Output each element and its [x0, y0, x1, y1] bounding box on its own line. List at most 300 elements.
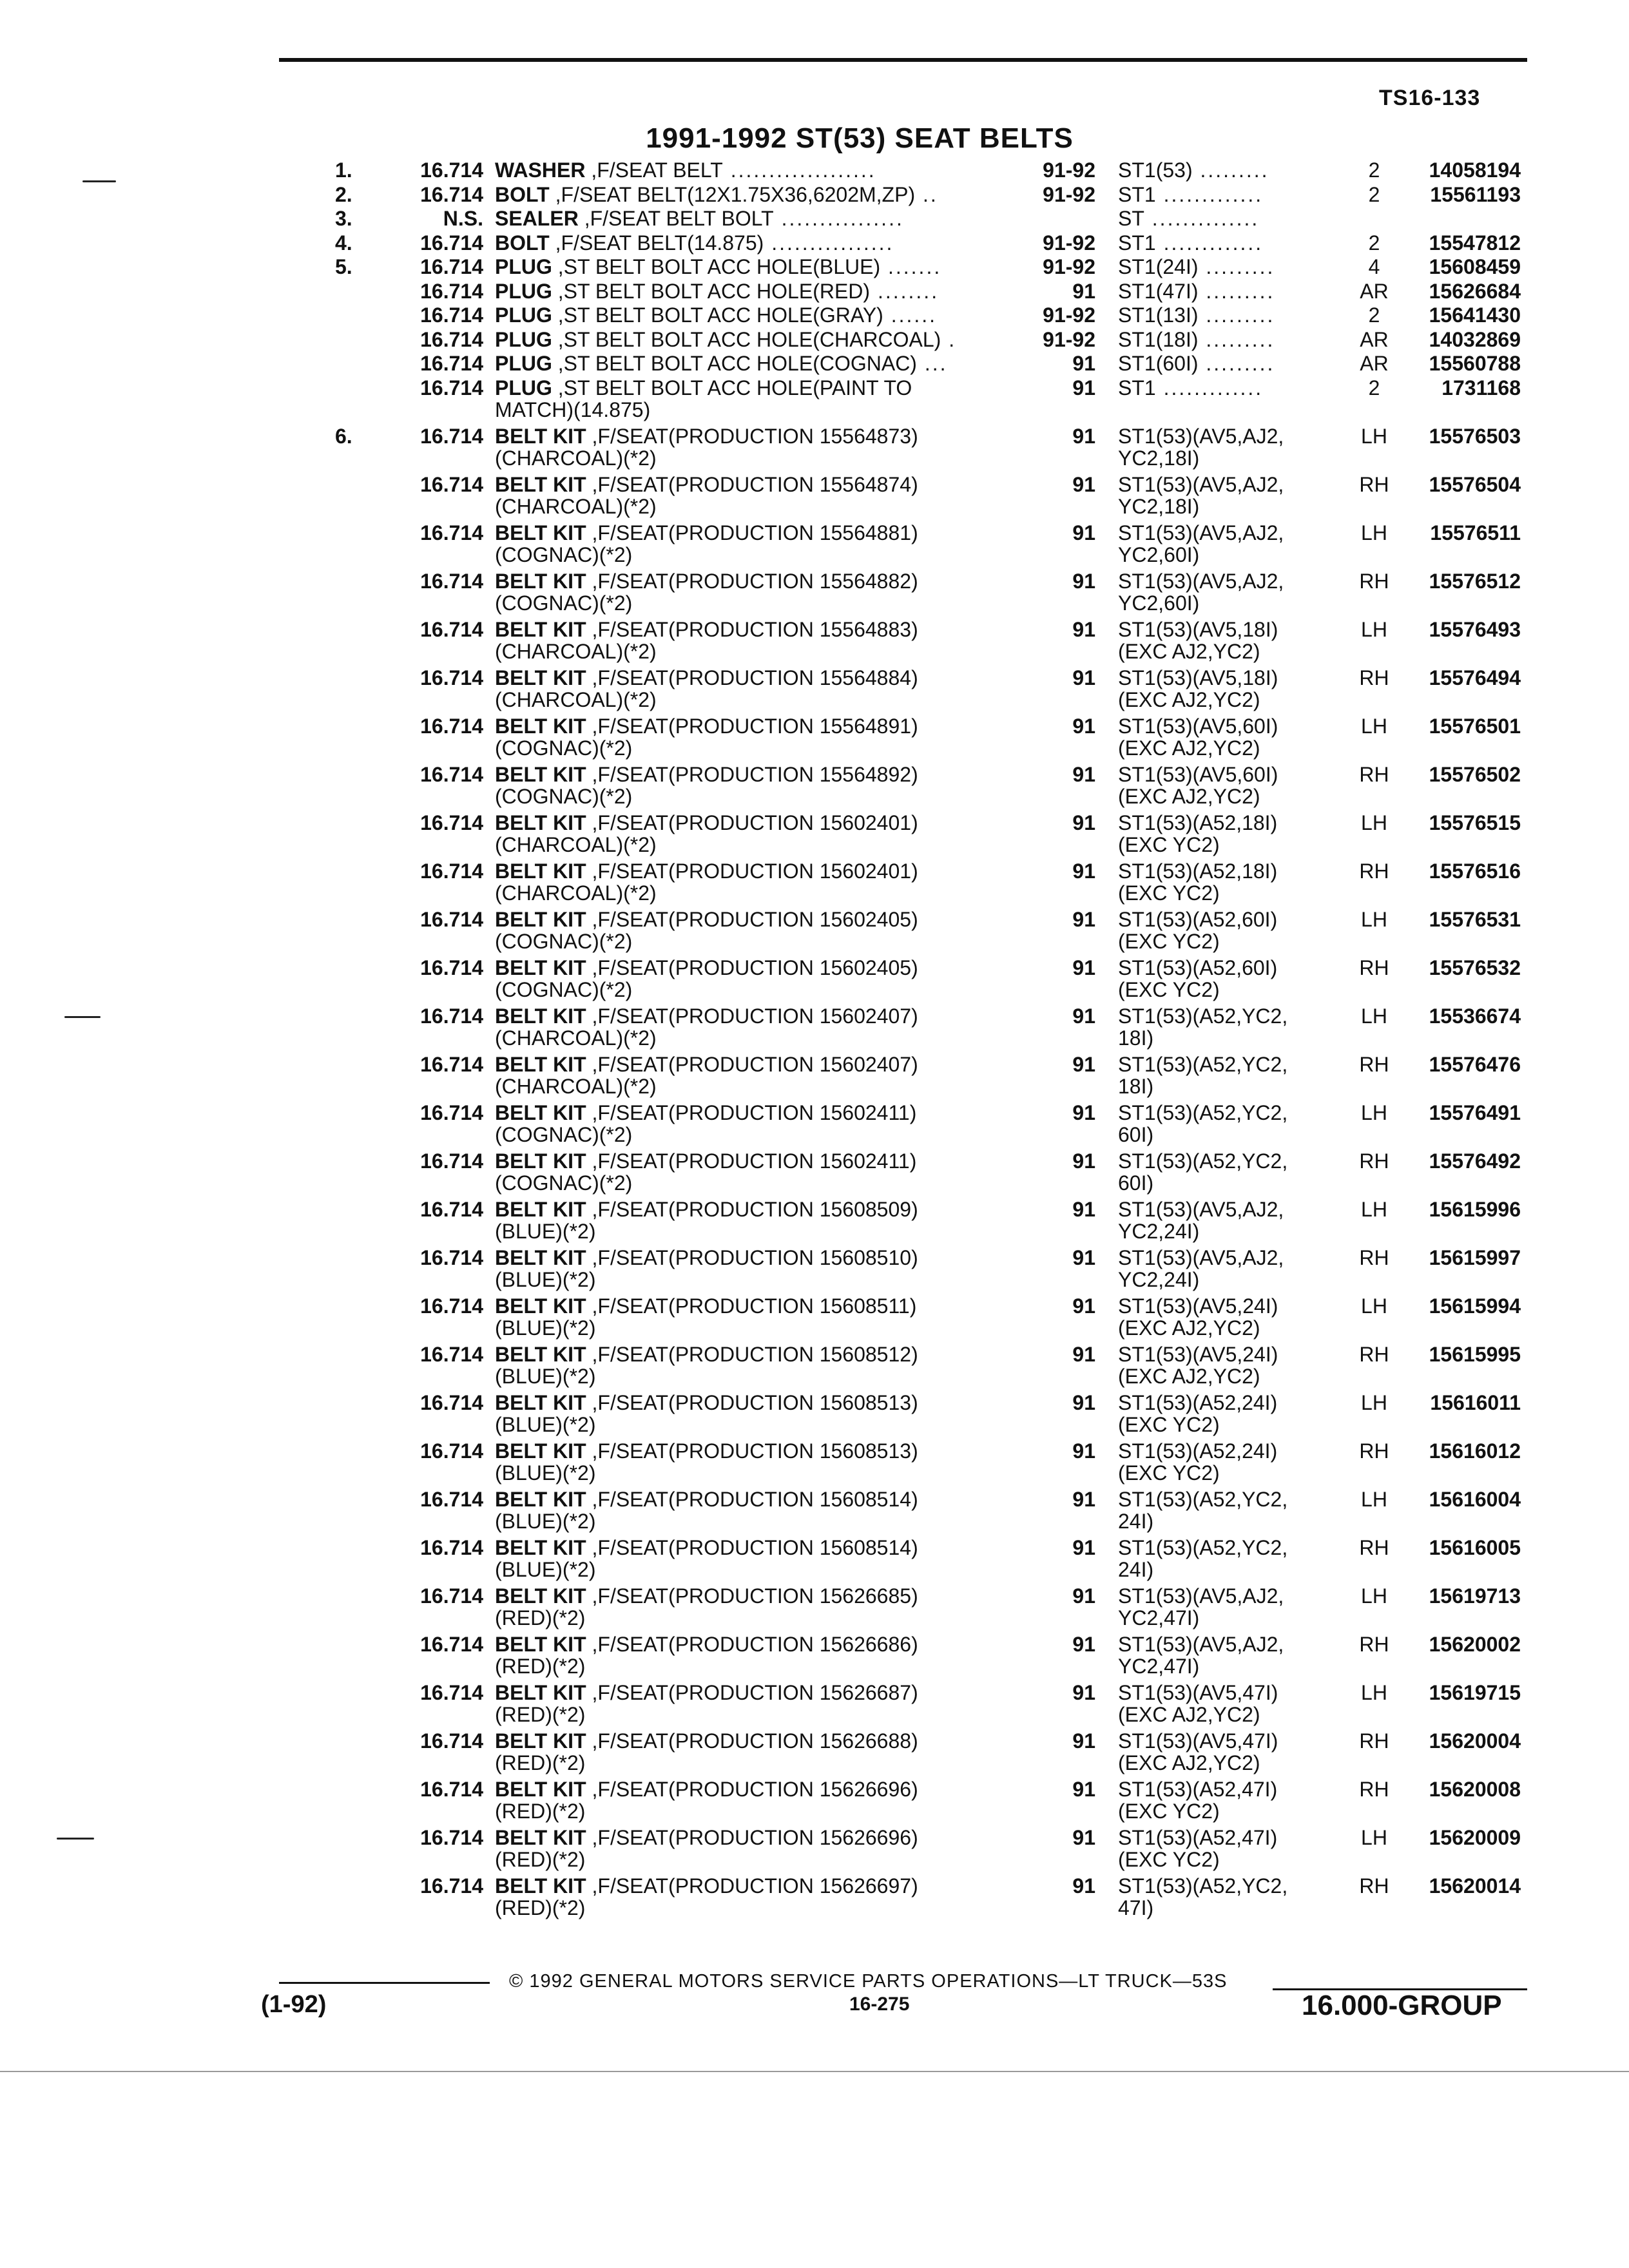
quantity: RH	[1359, 472, 1389, 496]
footer-group-label: 16.000-GROUP	[1302, 1990, 1502, 2021]
model-code: ST1(53)(A52,18I)	[1118, 811, 1278, 834]
model-code-continued: YC2,60I)	[1118, 543, 1200, 566]
model-code: ST1(53)(A52,47I)	[1118, 1825, 1278, 1849]
part-number: 15641430	[1429, 303, 1521, 327]
group-number: 16.714	[420, 907, 483, 931]
parts-row	[0, 1730, 1629, 1778]
part-name: BELT KIT	[495, 1584, 586, 1608]
model-code-continued: (EXC AJ2,YC2)	[1118, 736, 1260, 760]
model-code: ST1(53)(A52,60I)	[1118, 907, 1278, 931]
model-leader-dots: .........	[1198, 279, 1275, 303]
part-description-continued: (CHARCOAL)(*2)	[495, 1026, 657, 1050]
model-years: 91	[1072, 956, 1095, 979]
part-number: 15576493	[1429, 617, 1521, 641]
part-name: BELT KIT	[495, 617, 586, 641]
model-code-continued: (EXC AJ2,YC2)	[1118, 1364, 1260, 1388]
model-years: 91-92	[1043, 327, 1095, 351]
model-code-continued: (EXC YC2)	[1118, 929, 1220, 953]
parts-row	[0, 667, 1629, 715]
part-number: 15616012	[1429, 1439, 1521, 1463]
model-years: 91-92	[1043, 159, 1095, 182]
model-usage	[1118, 1827, 1277, 1870]
part-detail: ,ST BELT BOLT ACC HOLE(RED)	[552, 279, 871, 303]
leader-dots: ..	[915, 182, 938, 206]
model-code: ST1(53)(AV5,47I)	[1118, 1680, 1278, 1704]
part-detail: ,F/SEAT BELT(12X1.75X36,6202M,ZP)	[549, 182, 916, 206]
quantity: LH	[1361, 1680, 1387, 1704]
group-number: 16.714	[420, 1777, 483, 1801]
group-number: 16.714	[420, 617, 483, 641]
model-leader-dots: .............	[1155, 231, 1264, 255]
group-number: 16.714	[420, 1197, 483, 1221]
model-years: 91	[1072, 1874, 1095, 1898]
model-code: ST1(53)(AV5,24I)	[1118, 1294, 1278, 1318]
quantity: AR	[1360, 352, 1389, 375]
part-description	[495, 256, 941, 278]
model-years: 91	[1072, 1052, 1095, 1076]
model-code-continued: (EXC YC2)	[1118, 977, 1220, 1001]
group-number: 16.714	[420, 811, 483, 834]
part-description	[495, 474, 918, 517]
model-years: 91	[1072, 521, 1095, 544]
parts-row	[0, 304, 1629, 329]
part-name: WASHER	[495, 159, 586, 182]
part-name: SEALER	[495, 207, 579, 230]
model-years: 91	[1072, 617, 1095, 641]
model-usage	[1118, 329, 1275, 351]
model-usage	[1118, 1440, 1277, 1484]
parts-row	[0, 232, 1629, 256]
parts-row	[0, 1198, 1629, 1247]
part-description-continued: (BLUE)(*2)	[495, 1412, 596, 1436]
quantity: 4	[1368, 255, 1380, 278]
part-detail: ,F/SEAT(PRODUCTION 15626696)	[586, 1825, 918, 1849]
item-number: 4.	[335, 231, 352, 255]
parts-row	[0, 256, 1629, 280]
parts-row	[0, 908, 1629, 957]
quantity: RH	[1359, 569, 1389, 593]
part-number: 15608459	[1429, 255, 1521, 278]
model-code-continued: 24I)	[1118, 1557, 1154, 1581]
leader-dots: ................	[773, 207, 904, 230]
model-years: 91	[1072, 1535, 1095, 1559]
part-detail: ,ST BELT BOLT ACC HOLE(GRAY)	[552, 303, 883, 327]
part-number: 15620002	[1429, 1632, 1521, 1656]
part-detail: ,F/SEAT(PRODUCTION 15564882)	[586, 569, 918, 593]
model-usage	[1118, 1682, 1278, 1725]
quantity: RH	[1359, 1777, 1389, 1801]
parts-row	[0, 184, 1629, 208]
quantity: LH	[1361, 1487, 1387, 1511]
part-description	[495, 184, 938, 206]
part-description	[495, 329, 956, 351]
part-number: 15576492	[1429, 1149, 1521, 1173]
quantity: LH	[1361, 1584, 1387, 1608]
model-code-continued: (EXC YC2)	[1118, 1412, 1220, 1436]
part-name: PLUG	[495, 352, 552, 375]
part-detail: ,F/SEAT(PRODUCTION 15608514)	[586, 1535, 918, 1559]
part-detail: ,ST BELT BOLT ACC HOLE(BLUE)	[552, 255, 881, 278]
part-detail: ,ST BELT BOLT ACC HOLE(CHARCOAL)	[552, 327, 941, 351]
part-number: 15619715	[1429, 1680, 1521, 1704]
model-years: 91	[1072, 424, 1095, 448]
part-name: BELT KIT	[495, 1487, 586, 1511]
model-usage	[1118, 957, 1277, 1001]
part-detail: ,ST BELT BOLT ACC HOLE(PAINT TO	[552, 376, 912, 399]
group-number: 16.714	[420, 1825, 483, 1849]
part-description-continued: (BLUE)(*2)	[495, 1509, 596, 1533]
part-description	[495, 1053, 918, 1097]
group-number: 16.714	[420, 1052, 483, 1076]
model-code: ST1(53)(A52,YC2,	[1118, 1052, 1288, 1076]
parts-row	[0, 377, 1629, 425]
quantity: LH	[1361, 1294, 1387, 1318]
item-number: 1.	[335, 159, 352, 182]
model-years: 91	[1072, 1390, 1095, 1414]
model-usage	[1118, 1005, 1287, 1049]
model-years: 91	[1072, 1197, 1095, 1221]
part-detail: ,F/SEAT(PRODUCTION 15608512)	[586, 1342, 918, 1366]
model-code-continued: YC2,18I)	[1118, 446, 1200, 470]
part-detail: ,F/SEAT(PRODUCTION 15564884)	[586, 666, 918, 689]
group-number: 16.714	[420, 956, 483, 979]
part-description-continued: (COGNAC)(*2)	[495, 736, 633, 760]
item-number: 2.	[335, 182, 352, 206]
part-number: 15576532	[1429, 956, 1521, 979]
part-description	[495, 619, 918, 662]
part-detail: ,F/SEAT BELT(14.875)	[549, 231, 764, 255]
part-number: 15615997	[1429, 1245, 1521, 1269]
model-code: ST1(53)(A52,YC2,	[1118, 1149, 1288, 1173]
part-description	[495, 1778, 918, 1822]
part-description	[495, 1537, 918, 1581]
model-code-continued: 18I)	[1118, 1026, 1154, 1050]
group-number: 16.714	[420, 327, 483, 351]
part-detail: ,F/SEAT(PRODUCTION 15564874)	[586, 472, 918, 496]
group-number: 16.714	[420, 1632, 483, 1656]
part-number: 15576511	[1430, 521, 1521, 544]
scan-edge-line	[0, 2071, 1629, 2072]
part-description-continued: (RED)(*2)	[495, 1799, 586, 1823]
part-name: BELT KIT	[495, 1439, 586, 1463]
leader-dots: .	[941, 327, 957, 351]
part-number: 15576494	[1429, 666, 1521, 689]
part-description-continued: (BLUE)(*2)	[495, 1557, 596, 1581]
model-code-continued: (EXC AJ2,YC2)	[1118, 1316, 1260, 1340]
part-description	[495, 207, 904, 229]
model-code: ST1(53)(A52,YC2,	[1118, 1004, 1288, 1028]
model-code-continued: YC2,60I)	[1118, 591, 1200, 615]
model-code: ST1(18I)	[1118, 327, 1199, 351]
model-years: 91	[1072, 666, 1095, 689]
part-number: 15576504	[1429, 472, 1521, 496]
group-number: 16.714	[420, 1487, 483, 1511]
model-years: 91	[1072, 1680, 1095, 1704]
quantity: LH	[1361, 1100, 1387, 1124]
part-description-continued: (CHARCOAL)(*2)	[495, 1074, 657, 1098]
item-number: 6.	[335, 424, 352, 448]
model-usage	[1118, 425, 1284, 469]
group-number: N.S.	[443, 207, 483, 230]
part-detail: ,F/SEAT(PRODUCTION 15608509)	[586, 1197, 918, 1221]
model-years: 91	[1072, 472, 1095, 496]
part-name: BELT KIT	[495, 907, 586, 931]
model-code: ST1(60I)	[1118, 352, 1199, 375]
part-description-continued: (COGNAC)(*2)	[495, 1122, 633, 1146]
part-description	[495, 1295, 916, 1339]
part-detail: ,ST BELT BOLT ACC HOLE(COGNAC)	[552, 352, 917, 375]
part-detail: ,F/SEAT(PRODUCTION 15602401)	[586, 811, 918, 834]
model-usage	[1118, 522, 1284, 566]
part-description	[495, 1440, 918, 1484]
parts-row	[0, 1633, 1629, 1682]
model-usage	[1118, 764, 1278, 807]
quantity: LH	[1361, 811, 1387, 834]
part-number: 15576501	[1429, 714, 1521, 738]
quantity: RH	[1359, 1729, 1389, 1753]
quantity: AR	[1360, 279, 1389, 303]
model-code: ST1(53)(AV5,AJ2,	[1118, 1197, 1284, 1221]
model-code-continued: 18I)	[1118, 1074, 1154, 1098]
part-name: BOLT	[495, 182, 550, 206]
leader-dots: ...	[916, 352, 948, 375]
part-number: 15576512	[1429, 569, 1521, 593]
model-years: 91-92	[1043, 182, 1095, 206]
model-code: ST1(53)(AV5,AJ2,	[1118, 1632, 1284, 1656]
part-name: BELT KIT	[495, 1729, 586, 1753]
part-detail: ,F/SEAT(PRODUCTION 15626686)	[586, 1632, 918, 1656]
margin-mark	[57, 1838, 94, 1840]
model-code: ST1(53)(AV5,AJ2,	[1118, 569, 1284, 593]
part-description-continued: (BLUE)(*2)	[495, 1364, 596, 1388]
parts-row	[0, 1247, 1629, 1295]
part-detail: ,F/SEAT(PRODUCTION 15626697)	[586, 1874, 918, 1898]
model-code-continued: YC2,24I)	[1118, 1267, 1200, 1291]
header-rule	[279, 58, 1527, 62]
group-number: 16.714	[420, 714, 483, 738]
model-years: 91	[1072, 762, 1095, 786]
parts-row	[0, 619, 1629, 667]
model-years: 91	[1072, 907, 1095, 931]
model-years: 91	[1072, 376, 1095, 399]
group-number: 16.714	[420, 1342, 483, 1366]
part-number: 15616011	[1430, 1390, 1521, 1414]
model-years: 91	[1072, 1100, 1095, 1124]
model-years: 91	[1072, 1149, 1095, 1173]
part-description-continued: (BLUE)(*2)	[495, 1219, 596, 1243]
quantity: 2	[1368, 303, 1380, 327]
model-code: ST1(53)(AV5,AJ2,	[1118, 1584, 1284, 1608]
model-code: ST1(53)(AV5,60I)	[1118, 762, 1278, 786]
model-usage	[1118, 860, 1277, 904]
part-detail: ,F/SEAT(PRODUCTION 15626687)	[586, 1680, 918, 1704]
model-code: ST1	[1118, 182, 1156, 206]
part-name: BELT KIT	[495, 666, 586, 689]
model-years: 91	[1072, 1825, 1095, 1849]
part-number: 15616005	[1429, 1535, 1521, 1559]
model-code: ST1(53)(AV5,47I)	[1118, 1729, 1278, 1753]
model-years: 91	[1072, 714, 1095, 738]
parts-row	[0, 329, 1629, 353]
part-detail: ,F/SEAT(PRODUCTION 15626688)	[586, 1729, 918, 1753]
model-code-continued: (EXC AJ2,YC2)	[1118, 784, 1260, 808]
group-number: 16.714	[420, 1294, 483, 1318]
model-code-continued: YC2,47I)	[1118, 1654, 1200, 1678]
part-description-continued: (BLUE)(*2)	[495, 1267, 596, 1291]
part-description-continued: (CHARCOAL)(*2)	[495, 832, 657, 856]
group-number: 16.714	[420, 1874, 483, 1898]
model-usage	[1118, 184, 1263, 206]
model-years: 91-92	[1043, 303, 1095, 327]
group-number: 16.714	[420, 1100, 483, 1124]
model-usage	[1118, 1633, 1284, 1677]
model-code: ST1(24I)	[1118, 255, 1199, 278]
model-code: ST1(53)(AV5,18I)	[1118, 666, 1278, 689]
quantity: RH	[1359, 1535, 1389, 1559]
parts-row	[0, 1295, 1629, 1343]
part-number: 15576502	[1429, 762, 1521, 786]
part-name: BELT KIT	[495, 1149, 586, 1173]
part-name: PLUG	[495, 279, 552, 303]
model-code-continued: 24I)	[1118, 1509, 1154, 1533]
model-usage	[1118, 159, 1269, 181]
leader-dots: .......	[880, 255, 942, 278]
quantity: LH	[1361, 714, 1387, 738]
model-years: 91-92	[1043, 231, 1095, 255]
part-number: 15620009	[1429, 1825, 1521, 1849]
model-code: ST1(53)(AV5,AJ2,	[1118, 521, 1284, 544]
part-number: 15620008	[1429, 1777, 1521, 1801]
part-description-continued: (COGNAC)(*2)	[495, 1171, 633, 1195]
footer-page-number: 16-275	[849, 1994, 910, 2015]
parts-row	[0, 715, 1629, 764]
parts-row	[0, 1875, 1629, 1923]
quantity: RH	[1359, 1052, 1389, 1076]
part-detail: ,F/SEAT(PRODUCTION 15608510)	[586, 1245, 918, 1269]
parts-row	[0, 1343, 1629, 1392]
part-number: 15626684	[1429, 279, 1521, 303]
model-usage	[1118, 908, 1277, 952]
parts-row	[0, 1488, 1629, 1537]
quantity: 2	[1368, 182, 1380, 206]
part-name: BELT KIT	[495, 714, 586, 738]
model-code: ST1(53)(A52,YC2,	[1118, 1874, 1288, 1898]
parts-row	[0, 1440, 1629, 1488]
model-usage	[1118, 1488, 1287, 1532]
part-description	[495, 1730, 918, 1774]
parts-row	[0, 1102, 1629, 1150]
part-detail: ,F/SEAT(PRODUCTION 15626685)	[586, 1584, 918, 1608]
part-detail: ,F/SEAT(PRODUCTION 15602407)	[586, 1052, 918, 1076]
quantity: LH	[1361, 617, 1387, 641]
model-code-continued: YC2,24I)	[1118, 1219, 1200, 1243]
parts-row	[0, 1537, 1629, 1585]
leader-dots: ........	[870, 279, 940, 303]
parts-row	[0, 1585, 1629, 1633]
model-code-continued: YC2,18I)	[1118, 494, 1200, 518]
model-code: ST1(53)(A52,47I)	[1118, 1777, 1278, 1801]
part-description-continued: (RED)(*2)	[495, 1847, 586, 1871]
group-number: 16.714	[420, 762, 483, 786]
part-number: 15620014	[1429, 1874, 1521, 1898]
group-number: 16.714	[420, 1004, 483, 1028]
part-description-continued: (RED)(*2)	[495, 1654, 586, 1678]
model-years: 91	[1072, 279, 1095, 303]
part-description	[495, 667, 918, 711]
part-number: 15615995	[1429, 1342, 1521, 1366]
model-years: 91	[1072, 1342, 1095, 1366]
model-years: 91	[1072, 1004, 1095, 1028]
part-name: PLUG	[495, 327, 552, 351]
parts-row	[0, 522, 1629, 570]
model-years: 91	[1072, 1294, 1095, 1318]
group-number: 16.714	[420, 521, 483, 544]
part-name: BELT KIT	[495, 424, 586, 448]
item-number: 3.	[335, 207, 352, 230]
part-number: 15615996	[1429, 1197, 1521, 1221]
group-number: 16.714	[420, 352, 483, 375]
part-detail: ,F/SEAT BELT	[585, 159, 723, 182]
part-description	[495, 764, 918, 807]
part-detail: ,F/SEAT(PRODUCTION 15602411)	[586, 1149, 917, 1173]
model-usage	[1118, 1392, 1277, 1436]
model-usage	[1118, 1875, 1287, 1919]
parts-row	[0, 860, 1629, 908]
quantity: RH	[1359, 859, 1389, 883]
part-name: BELT KIT	[495, 1535, 586, 1559]
model-usage	[1118, 1585, 1284, 1629]
part-description	[495, 1005, 918, 1049]
group-number: 16.714	[420, 1390, 483, 1414]
model-code: ST	[1118, 207, 1144, 230]
part-number: 15547812	[1429, 231, 1521, 255]
part-description	[495, 860, 918, 904]
part-name: BELT KIT	[495, 859, 586, 883]
part-name: BOLT	[495, 231, 550, 255]
model-leader-dots: .........	[1198, 327, 1275, 351]
quantity: RH	[1359, 1874, 1389, 1898]
part-name: PLUG	[495, 255, 552, 278]
model-code-continued: 47I)	[1118, 1896, 1154, 1919]
part-description	[495, 425, 918, 469]
group-number: 16.714	[420, 569, 483, 593]
model-usage	[1118, 377, 1263, 399]
part-description-continued: (RED)(*2)	[495, 1606, 586, 1629]
part-description-continued: (RED)(*2)	[495, 1702, 586, 1726]
model-leader-dots: .........	[1198, 352, 1275, 375]
part-name: BELT KIT	[495, 1874, 586, 1898]
part-number: 15620004	[1429, 1729, 1521, 1753]
part-detail: ,F/SEAT(PRODUCTION 15564892)	[586, 762, 918, 786]
model-years: 91	[1072, 1729, 1095, 1753]
group-number: 16.714	[420, 859, 483, 883]
parts-row	[0, 1392, 1629, 1440]
part-detail: ,F/SEAT(PRODUCTION 15602407)	[586, 1004, 918, 1028]
part-detail: ,F/SEAT(PRODUCTION 15608513)	[586, 1390, 918, 1414]
part-description	[495, 1827, 918, 1870]
part-number: 15576515	[1429, 811, 1521, 834]
parts-row	[0, 1682, 1629, 1730]
part-description	[495, 522, 918, 566]
parts-row	[0, 957, 1629, 1005]
model-code: ST1(47I)	[1118, 279, 1199, 303]
model-usage	[1118, 570, 1284, 614]
group-number: 16.714	[420, 1680, 483, 1704]
model-years: 91	[1072, 1245, 1095, 1269]
group-number: 16.714	[420, 1245, 483, 1269]
model-usage	[1118, 1730, 1278, 1774]
part-description	[495, 570, 918, 614]
